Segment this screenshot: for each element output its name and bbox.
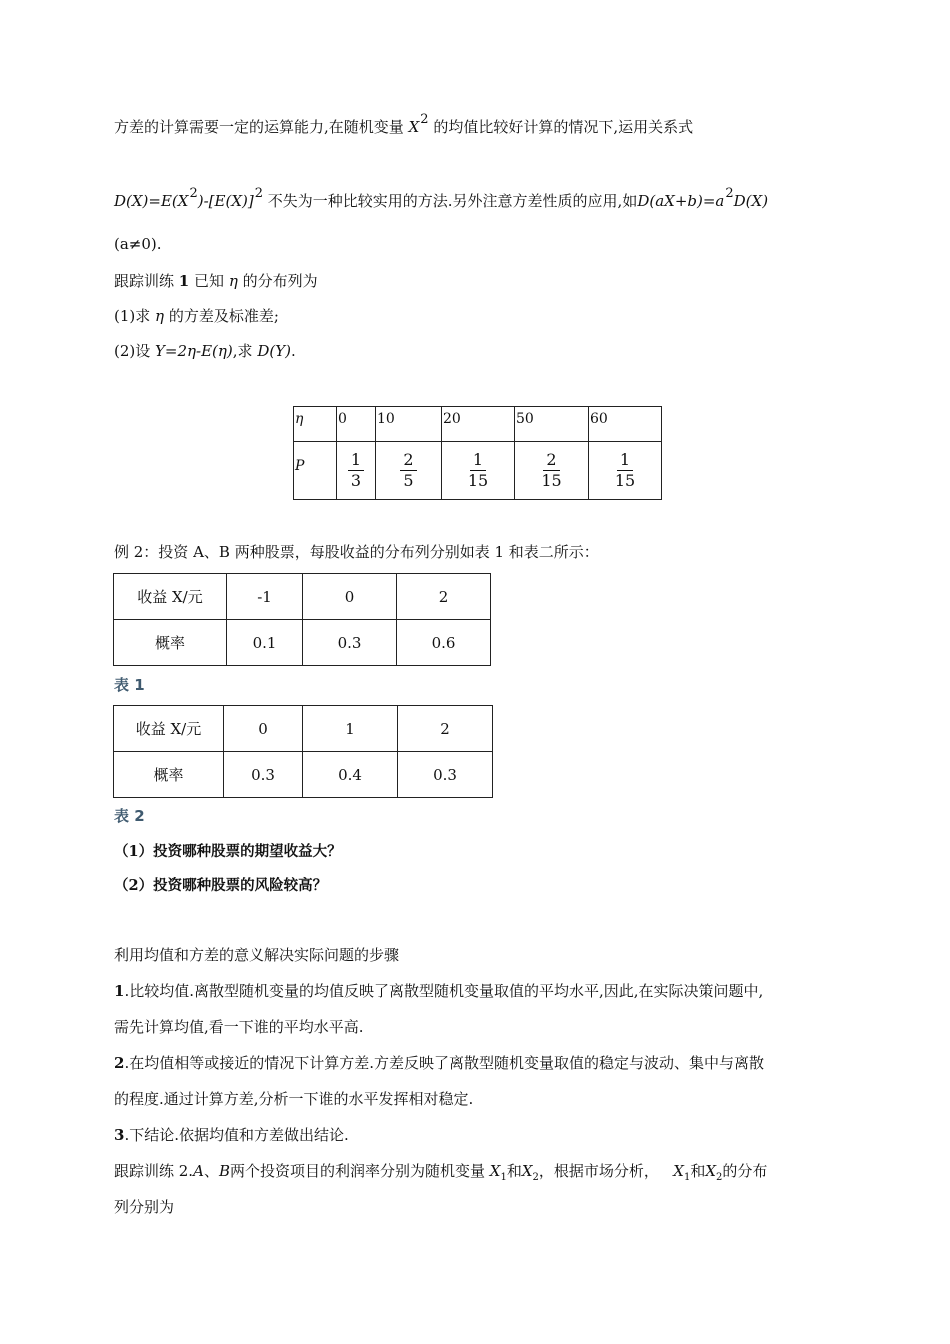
table-cell — [376, 442, 442, 500]
formula-part: )-[E(X)] — [197, 192, 254, 210]
exercise1-number: 1 — [178, 272, 190, 290]
variable-x2: X — [521, 1162, 533, 1180]
table-cell: 50 — [515, 407, 589, 442]
variable-x2: X — [705, 1162, 717, 1180]
table-header-cell: 收益 X/元 — [114, 706, 224, 752]
fraction — [348, 450, 364, 491]
table-cell: 0.1 — [227, 620, 303, 666]
table-header-cell — [294, 407, 337, 442]
table-row — [294, 407, 662, 442]
table-cell: 0 — [337, 407, 376, 442]
denominator: 15 — [467, 471, 489, 490]
question-text: 的方差及标准差; — [168, 307, 279, 325]
variable-eta: η — [228, 272, 238, 290]
variable-eta: η — [155, 307, 165, 325]
exercise2-line-1 — [114, 1160, 767, 1183]
subscript: 1 — [500, 1172, 507, 1183]
step-number: 2 — [114, 1054, 125, 1072]
step-text: .比较均值.离散型随机变量的均值反映了离散型随机变量取值的平均水平,因此,在实际决策问题中, — [124, 982, 764, 1000]
exercise2-label: 跟踪训练 2. — [114, 1162, 194, 1180]
table-row — [114, 620, 491, 666]
table-cell — [589, 442, 662, 500]
table-cell: -1 — [227, 574, 303, 620]
step-number: 3 — [114, 1126, 125, 1144]
exercise1-label: 跟踪训练 — [114, 272, 175, 290]
table-cell — [515, 442, 589, 500]
formula-part: D(X) — [733, 192, 769, 210]
step-text: .下结论.依据均值和方差做出结论. — [124, 1126, 349, 1144]
variable-x1: X — [489, 1162, 501, 1180]
table-row — [114, 752, 493, 798]
table-cell: 0.4 — [303, 752, 398, 798]
example2-question-1: （1）投资哪种股票的期望收益大？ — [114, 843, 342, 860]
formula-part: D(aX+b)=a — [637, 192, 725, 210]
eta-distribution-table — [293, 406, 662, 500]
table1-caption: 表 1 — [114, 676, 145, 694]
exercise1-title — [114, 270, 318, 291]
step-2-line-1 — [114, 1052, 764, 1073]
table-cell: 2 — [397, 574, 491, 620]
table2-caption: 表 2 — [114, 807, 145, 825]
fraction — [538, 450, 564, 491]
example2-question-2: （2）投资哪种股票的风险较高？ — [114, 877, 328, 894]
exercise1-text: 已知 — [194, 272, 225, 290]
step-1-line-2: 需先计算均值,看一下谁的平均水平高. — [114, 1018, 364, 1036]
table-header-cell: 概率 — [114, 620, 227, 666]
table-cell: 0.3 — [224, 752, 303, 798]
step-1-line-1 — [114, 980, 763, 1001]
intro-line-3: (a≠0). — [114, 235, 162, 253]
table-header-cell: 收益 X/元 — [114, 574, 227, 620]
formula-part: D(X)=E(X — [114, 192, 189, 210]
numerator: 1 — [617, 450, 633, 471]
table-cell: 2 — [398, 706, 493, 752]
subscript: 2 — [716, 1172, 723, 1183]
table-cell — [337, 442, 376, 500]
denominator: 3 — [350, 471, 362, 490]
table-cell — [442, 442, 515, 500]
table-cell: 0.3 — [303, 620, 397, 666]
denominator: 5 — [403, 471, 414, 490]
table-cell: 60 — [589, 407, 662, 442]
exercise2-text: 和 — [690, 1162, 706, 1180]
table-cell: 0 — [303, 574, 397, 620]
fraction — [465, 450, 491, 491]
variable-b: B — [218, 1162, 230, 1180]
question-text: . — [290, 342, 296, 360]
stock-b-table — [113, 705, 493, 798]
table-cell: 10 — [376, 407, 442, 442]
exercise1-question-2 — [114, 340, 296, 361]
numerator: 1 — [348, 450, 364, 471]
exercise2-line-2: 列分别为 — [114, 1198, 175, 1216]
stock-a-table — [113, 573, 491, 666]
subscript: 1 — [683, 1172, 691, 1183]
exponent: 2 — [189, 186, 198, 201]
exponent: 2 — [725, 186, 734, 201]
exercise1-question-1 — [114, 305, 279, 326]
example2-intro: 例 2：投资 A、B 两种股票，每股收益的分布列分别如表 1 和表二所示： — [114, 543, 599, 561]
step-text: .在均值相等或接近的情况下计算方差.方差反映了离散型随机变量取值的稳定与波动、集中与离散 — [124, 1054, 764, 1072]
question-text: (1)求 — [114, 307, 151, 325]
exercise2-text: 和 — [506, 1162, 522, 1180]
question-text: (2)设 — [114, 342, 151, 360]
step-number: 1 — [114, 982, 125, 1000]
intro-line-1 — [114, 112, 694, 137]
question-text: ,求 — [232, 342, 253, 360]
table-cell: 0 — [224, 706, 303, 752]
table-row — [114, 574, 491, 620]
separator: 、 — [203, 1162, 219, 1180]
numerator: 1 — [470, 450, 486, 471]
numerator: 2 — [543, 450, 559, 471]
denominator: 15 — [614, 471, 636, 490]
table-cell: 20 — [442, 407, 515, 442]
table-header-cell: 概率 — [114, 752, 224, 798]
intro-text: 方差的计算需要一定的运算能力,在随机变量 — [114, 118, 404, 136]
variable-x1: X — [673, 1162, 684, 1180]
denominator: 15 — [541, 471, 562, 490]
step-2-line-2: 的程度.通过计算方差,分析一下谁的水平发挥相对稳定. — [114, 1090, 474, 1108]
table-cell: 1 — [303, 706, 398, 752]
exercise2-text: 两个投资项目的利润率分别为随机变量 — [229, 1162, 485, 1180]
variable-a: A — [193, 1162, 204, 1180]
table-row — [294, 442, 662, 500]
table-header-cell: P — [294, 442, 337, 500]
intro-text: 不失为一种比较实用的方法.另外注意方差性质的应用,如 — [267, 192, 638, 210]
step-3-line-1 — [114, 1124, 349, 1145]
variable-eta: η — [295, 411, 304, 427]
fraction — [400, 450, 416, 491]
exercise1-text: 的分布列为 — [242, 272, 318, 290]
table-cell: 0.6 — [397, 620, 491, 666]
subscript: 2 — [532, 1172, 539, 1183]
intro-formula-line — [114, 186, 769, 211]
table-cell: 0.3 — [398, 752, 493, 798]
fraction — [612, 450, 638, 491]
variable-x: X — [408, 118, 420, 136]
intro-text: 的均值比较好计算的情况下,运用关系式 — [433, 118, 694, 136]
exercise2-text: 的分布 — [722, 1162, 768, 1180]
formula-part: D(Y) — [257, 342, 291, 360]
numerator: 2 — [400, 450, 416, 471]
steps-title: 利用均值和方差的意义解决实际问题的步骤 — [114, 946, 400, 964]
exercise2-text: ，根据市场分析， — [538, 1162, 659, 1180]
exponent: 2 — [254, 186, 263, 201]
formula-part: Y=2η-E(η) — [155, 342, 233, 360]
table-row — [114, 706, 493, 752]
exponent: 2 — [420, 112, 429, 127]
